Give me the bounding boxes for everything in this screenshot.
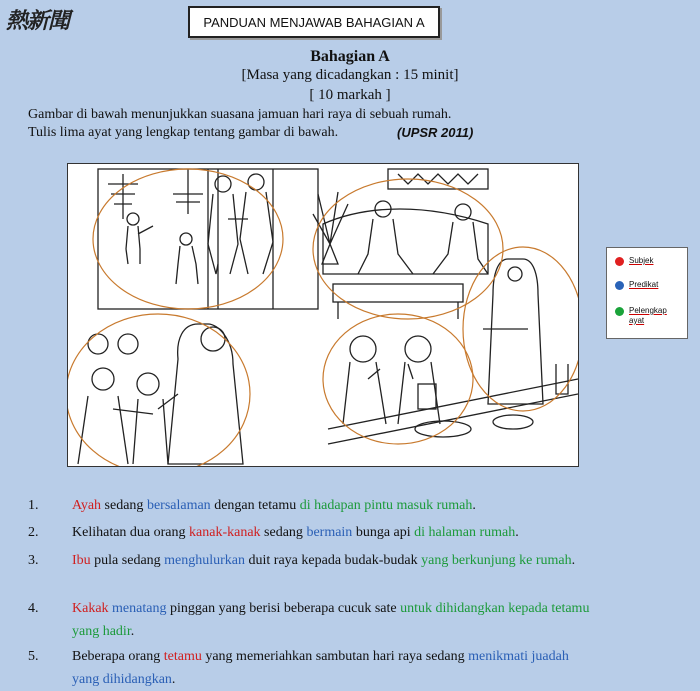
site-logo: 熱新聞 [6,9,70,34]
answer-number: 3. [28,553,39,568]
blue-dot-icon [615,281,624,290]
answer-number: 1. [28,498,39,513]
marks-note: [ 10 markah ] [309,87,391,103]
answer-segment-blk: bunga api [352,525,415,540]
answer-segment-blk: . [515,525,519,540]
answer-segment-green: di hadapan pintu masuk rumah [299,498,473,513]
answer-segment-blue: menghulurkan [164,553,246,568]
answer-segment-red: kanak-kanak [189,525,261,540]
highlight-circle-livingroom [313,179,503,319]
answer-segment-blk: pula sedang [90,553,165,568]
answer-number: 4. [28,601,39,616]
answer-segment-blk: yang memeriahkan sambutan hari raya sedang [201,649,469,664]
section-title: Bahagian A [310,48,390,65]
answer-segment-green: yang berkunjung ke rumah [421,553,572,568]
color-legend [606,247,688,339]
answer-segment-red: Kakak [72,601,109,616]
highlight-circle-children [68,314,250,466]
answer-segment-green: di halaman rumah [414,525,516,540]
scene-illustration [67,163,579,467]
legend-item-subjek: Subjek [615,256,677,266]
red-dot-icon [615,257,624,266]
time-note: [Masa yang dicadangkan : 15 minit] [241,67,459,83]
legend-item-pelengkap: Pelengkap ayat [615,306,677,326]
answer-segment-blk: sedang [101,498,147,513]
answer-segment-blk: duit raya kepada budak-budak [245,553,422,568]
answer-segment-blk: . [571,553,576,568]
answer-segment-blue: bermain [306,525,353,540]
answer-text [72,494,592,517]
guide-title-box [188,6,440,38]
answer-segment-blk: Kelihatan dua orang [72,525,190,540]
answer-segment-blk: . [130,624,135,639]
answer-segment-blk: Beberapa orang [72,649,164,664]
answer-segment-blk: sedang [260,525,307,540]
answer-text [72,521,592,544]
answer-segment-blk: . [171,672,176,687]
answer-segment-blk: dengan tetamu [210,498,300,513]
instruction-line-1: Gambar di bawah menunjukkan suasana jamuan hari raya di sebuah rumah. [28,107,452,122]
answer-text [72,645,592,691]
answer-segment-red: tetamu [163,649,202,664]
answer-text [72,597,592,643]
highlight-circle-girls [323,314,473,444]
answer-segment-blue: menikmati juadah yang dihidangkan [72,649,569,687]
source-tag: (UPSR 2011) [397,125,474,140]
answer-segment-red: Ibu [72,553,91,568]
instruction-line-2: Tulis lima ayat yang lengkap tentang gambar di bawah. [28,125,339,140]
answer-segment-blue: menatang [108,601,167,616]
answer-segment-blk: . [472,498,476,513]
legend-item-predikat: Predikat [615,280,677,290]
green-dot-icon [615,307,624,316]
scene-drawing [68,164,578,466]
answer-number: 5. [28,649,39,664]
answer-number: 2. [28,525,39,540]
answer-segment-red: Ayah [72,498,102,513]
answer-segment-green: untuk dihidangkan kepada tetamu yang hadir [72,601,590,639]
answer-segment-blue: bersalaman [146,498,211,513]
guide-title: PANDUAN MENJAWAB BAHAGIAN A [203,14,425,30]
answer-segment-blk: pinggan yang berisi beberapa cucuk sate [166,601,401,616]
answer-text [72,549,592,572]
